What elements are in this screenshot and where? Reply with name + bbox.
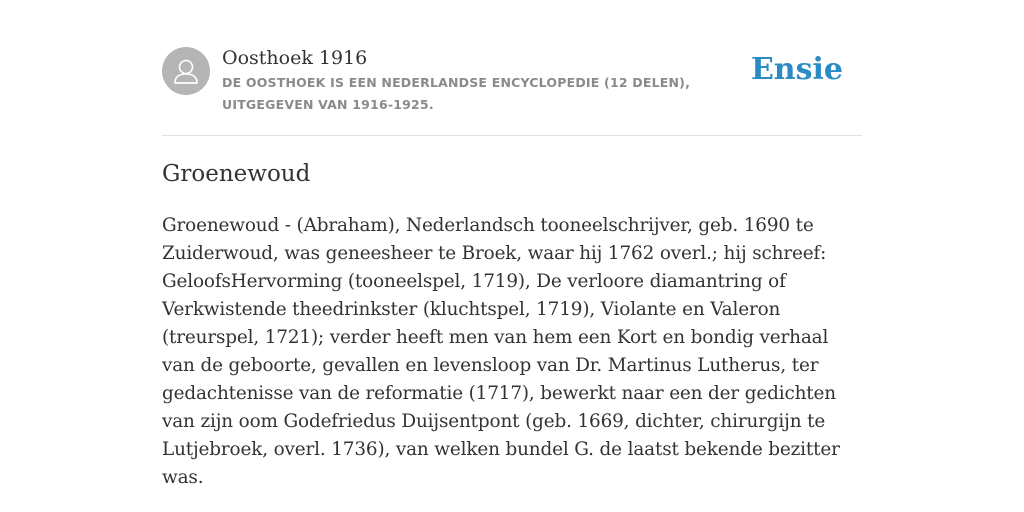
source-header	[162, 44, 862, 136]
user-icon	[162, 47, 210, 95]
entry-title: Groenewoud	[162, 161, 311, 187]
source-title[interactable]: Oosthoek 1916	[222, 47, 368, 69]
divider	[162, 135, 862, 136]
avatar[interactable]	[162, 47, 210, 95]
entry-body: Groenewoud - (Abraham), Nederlandsch tooneelschrijver, geb. 1690 te Zuiderwoud, was geneesheer te Broek, waar hij 1762 overl.; hij schreef: GeloofsHervorming (tooneelspel, 1719), De verloore diamantring of Verkwistende theedrinkster (kluchtspel, 1719), Violante en Valeron (treurspel, 1721); verder heeft men van hem een Kort en bondig verhaal van de geboorte, gevallen en levensloop van Dr. Martinus Lutherus, ter gedachtenisse van de reformatie (1717), bewerkt naar een der gedichten van zijn oom Godefriedus Duijsentpont (geb. 1669, dichter, chirurgijn te Lutjebroek, overl. 1736), van welken bundel G. de laatst bekende bezitter was.	[162, 215, 840, 488]
brand-logo[interactable]: Ensie	[750, 52, 843, 87]
source-description: DE OOSTHOEK IS EEN NEDERLANDSE ENCYCLOPEDIE (12 DELEN), UITGEGEVEN VAN 1916-1925.	[222, 75, 691, 112]
